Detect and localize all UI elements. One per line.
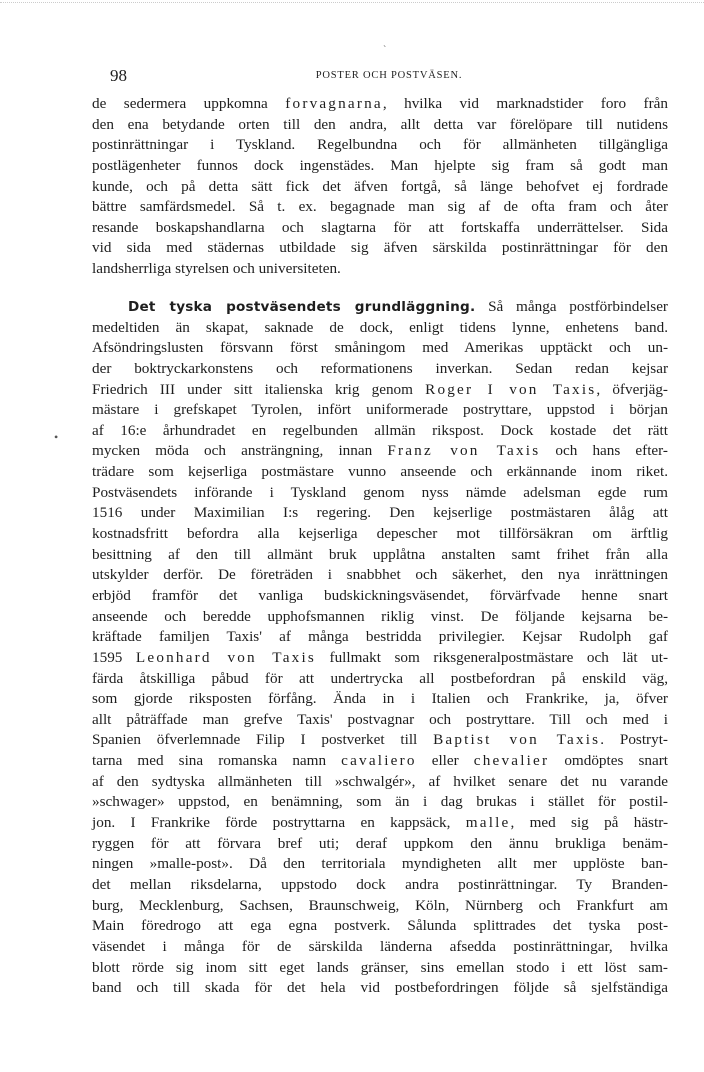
text-run: kunde, och på detta sätt fick det äfven fortgå, så länge behofvet ej fordrade	[92, 177, 668, 195]
text-line	[92, 338, 668, 359]
running-head: POSTER OCH POSTVÄSEN.	[315, 70, 463, 81]
text-line	[92, 421, 668, 442]
text-run: kostnadsfritt befordra alla kejserliga depescher mot tillförsäkran om ärftlig	[92, 525, 668, 543]
text-line	[92, 462, 668, 483]
text-run: Friedrich III under sitt italienska krig genom	[92, 380, 426, 398]
text-line	[92, 156, 668, 177]
text-run: tarna med sina romanska namn	[92, 752, 342, 770]
text-run: af den sydtyska allmänheten till »schwalgér», af hvilket senare det nu varande	[92, 772, 668, 790]
text-line	[92, 813, 668, 834]
text-run: Afsöndringslusten försvann först småningom med Amerikas upptäckt och un-	[92, 339, 668, 357]
text-run: och hans efter-	[540, 442, 668, 460]
paragraph-grundlaggning	[92, 297, 668, 999]
text-run: der boktryckarkonstens och reformationens inverkan. Sedan redan kejsar	[92, 359, 668, 377]
spaced-name: Baptist von Taxis	[433, 731, 601, 749]
text-run: medeltiden än skapat, saknade de dock, enligt tidens lynne, enhetens band.	[92, 318, 668, 336]
text-run: bättre samfärdsmedel. Så t. ex. begagnade man sig af de ofta fram och åter	[92, 198, 668, 216]
text-line	[92, 524, 668, 545]
text-run: fullmakt som riksgeneralpostmästare och lät ut-	[315, 648, 668, 666]
text-run: 1595	[92, 648, 136, 666]
text-line	[92, 297, 668, 318]
text-run: mycken möda och ansträngning, innan	[92, 442, 388, 460]
text-line	[92, 937, 668, 958]
text-line	[92, 730, 668, 751]
page-number: 98	[110, 66, 127, 85]
text-line	[92, 710, 668, 731]
text-line	[92, 834, 668, 855]
text-run: blott rörde sig inom sitt eget lands gränser, sins emellan stodo i ett löst sam-	[92, 958, 668, 976]
text-line	[92, 380, 668, 401]
text-line	[92, 689, 668, 710]
text-line	[92, 772, 668, 793]
text-run: kräftade familjen Taxis' af många bestridda privilegier. Kejsar Rudolph gaf	[92, 628, 668, 646]
text-line	[92, 669, 668, 690]
spaced-name: malle	[465, 814, 511, 832]
text-line	[92, 896, 668, 917]
text-run: Postväsendets införande i Tyskland genom nyss nämde adelsman egde rum	[92, 483, 668, 501]
text-run: , öfverjäg-	[596, 380, 668, 398]
spaced-name: forvagnarna	[285, 95, 383, 112]
text-run: mästare i grefskapet Tyrolen, infört uniformerade postryttare, uppstod i början	[92, 401, 668, 419]
text-line	[92, 751, 668, 772]
text-run: som gjorde riksposten förfång. Ända in i Italien och Frankrike, ja, öfver	[92, 690, 668, 708]
text-run: , hvilka vid marknadstider foro från	[382, 95, 668, 112]
text-run: band och till skada för det hela vid postbefordringen följde så sjelfständiga	[92, 979, 668, 997]
text-run: utskylder derför. De företräden i snabbhet och säkerhet, den nya inrättningen	[92, 566, 668, 584]
text-line	[92, 359, 668, 380]
text-run: landsherrliga styrelsen och universiteten.	[92, 260, 341, 278]
text-line	[92, 259, 668, 280]
text-line	[92, 503, 668, 524]
page-header	[106, 66, 672, 86]
text-run: besittning af den till allmänt bruk upplåtna anstalten samt frihet från alla	[92, 545, 668, 563]
text-run: . Postryt-	[600, 731, 668, 749]
spaced-name: chevalier	[473, 752, 550, 770]
text-line	[92, 483, 668, 504]
text-line	[92, 916, 668, 937]
text-run: postinrättningar i Tyskland. Regelbundna och för allmänheten tillgängliga	[92, 136, 668, 154]
text-line	[92, 565, 668, 586]
text-run: omdöptes snart	[549, 752, 668, 770]
text-line	[92, 238, 668, 259]
text-line	[92, 400, 668, 421]
text-line	[92, 94, 668, 115]
text-line	[92, 135, 668, 156]
text-run: erbjöd framför det vanliga budskickningsväsendet, förvärfvade henne snart	[92, 586, 668, 604]
scan-edge	[0, 2, 704, 4]
text-run: väsendet i många för de särskilda länderna afsedda postinrättningar, hvilka	[92, 937, 668, 955]
text-run: allt påträffade man grefve Taxis' postvagnar och postryttare. Till och med i	[92, 710, 668, 728]
text-line	[92, 197, 668, 218]
text-line	[92, 627, 668, 648]
text-line	[92, 441, 668, 462]
text-line	[92, 978, 668, 999]
text-run: af 16:e århundradet en regelbunden allmän rikspost. Dock kostade det rätt	[92, 421, 668, 439]
text-run: den ena betydande orten till den andra, allt detta var förelöpare till nutidens	[92, 115, 668, 133]
text-line	[92, 792, 668, 813]
margin-ink-mark: •	[54, 430, 59, 444]
text-run: postlägenheter funnos dock ingenstädes. Man hjelpte sig fram så godt man	[92, 156, 668, 174]
text-line	[92, 545, 668, 566]
text-run: , med sig på hästr-	[510, 814, 669, 832]
text-run: färda åtskilliga påbud för att undertrycka all postbefordran på enskild väg,	[92, 669, 668, 687]
spaced-name: cavaliero	[341, 752, 417, 770]
text-run: ningen »malle-post». Då den territoriala myndigheten allt mer upplöste ban-	[92, 855, 668, 873]
text-run: Main föredrogo att ega egna postverk. Sålunda splittrades det tyska post-	[92, 917, 668, 935]
text-run: vid sida med städernas utbildade sig äfven särskilda postinrättningar för den	[92, 239, 668, 257]
text-run: trädare som kejserliga postmästare vunno anseende och erkännande inom riket.	[92, 463, 668, 481]
text-run: resande boskapshandlarna och slagtarna för att fortskaffa underrättelser. Sida	[92, 218, 668, 236]
text-run: eller	[416, 752, 474, 770]
top-ink-mark: ˴	[383, 40, 387, 51]
spaced-name: Franz von Taxis	[387, 442, 541, 460]
text-line	[92, 586, 668, 607]
text-run: »schwager» uppstod, en benämning, som än i dag brukas i stället för postil-	[92, 793, 668, 811]
text-run: burg, Mecklenburg, Sachsen, Braunschweig, Köln, Nürnberg och Frankfurt am	[92, 896, 668, 914]
spaced-name: Leonhard von Taxis	[135, 648, 316, 666]
text-line	[92, 177, 668, 198]
paragraph-continuation	[92, 94, 668, 280]
text-line	[92, 854, 668, 875]
text-line	[92, 318, 668, 339]
text-run: Spanien öfverlemnade Filip I postverket till	[92, 731, 434, 749]
spaced-name: Roger I von Taxis	[425, 380, 597, 398]
text-run: 1516 under Maximilian I:s regering. Den kejserlige postmästaren ålåg att	[92, 504, 668, 522]
text-line	[92, 607, 668, 628]
text-line	[92, 875, 668, 896]
text-line	[92, 218, 668, 239]
text-line	[92, 648, 668, 669]
text-run: anseende och beredde upphofsmannen riklig vinst. De följande kejsarna be-	[92, 607, 668, 625]
text-run: jon. I Frankrike förde postryttarna en kappsäck,	[92, 814, 466, 832]
text-run: de sedermera uppkomna	[92, 95, 286, 112]
text-run: Så många postförbindelser	[475, 298, 668, 315]
text-run: ryggen för att förvara bref uti; deraf uppkom den ännu brukliga benäm-	[92, 834, 668, 852]
text-run: det mellan riksdelarna, uppstodo dock andra postinrättningar. Ty Branden-	[92, 875, 668, 893]
section-heading: Det tyska postväsendets grundläggning.	[128, 299, 476, 315]
text-line	[92, 115, 668, 136]
text-line	[92, 958, 668, 979]
